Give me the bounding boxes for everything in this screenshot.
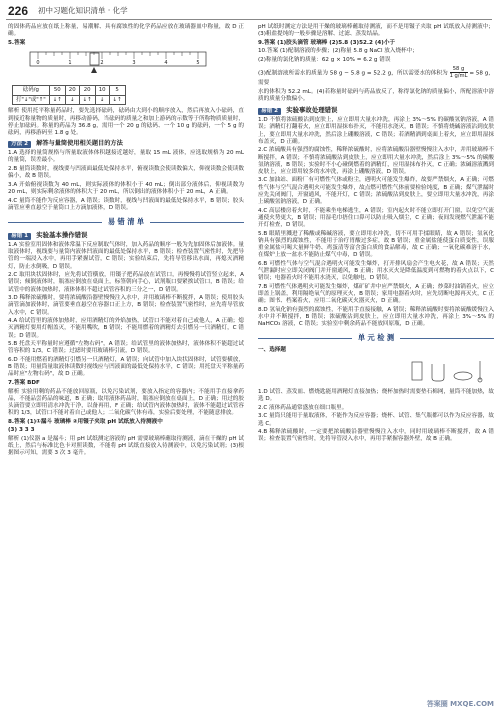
list-item: 6.D 不能用燃着的酒精灯引燃另一只酒精灯，A 错误；向试管中加入块状固体时，试管要横放，B 错误；用量筒量取液体读数时视线应与凹液面的最低处保持水平，C 错误；用托盘天平称量药品时应"左物右码"，故 D 正确。 — [8, 356, 244, 378]
weight-table — [12, 85, 126, 106]
list-item: 2.C 取用块状固体时，应先将试管横放，用镊子把药品放在试管口，再慢慢将试管竖立起来，A 错误；倾倒液体时，瓶塞应倒放在桌面上，标签朝向手心，试剂瓶口要紧挨试管口，B 错误；给试管中的液体加热时，液体体积不超过试管容积的三分之一，D 错误。 — [8, 272, 244, 293]
subsection-title: 一、选择题 — [258, 347, 286, 354]
list-item: 2.C 液体药品通常盛放在细口瓶里。 — [258, 404, 348, 411]
list-item: 1.D 试管、蒸发皿、燃烧匙能用酒精灯直接加热；烧杯加热时需要垫石棉网，量筒不能加热，故选 D。 — [258, 388, 494, 403]
list-item: 6.B 可燃性气体与空气混合遇明火可能发生爆炸，打开排风扇会产生电火花，故 A 错误；天然气泄漏时应立即关闭阀门并开窗通风，B 正确；用水灭火是降低温度到可燃物的着火点以下，C 错误；电器着火时不能用水浇灭，以免触电，D 错误。 — [258, 260, 494, 281]
ruler-tick: 2 — [100, 60, 104, 67]
page-number: 226 — [8, 4, 29, 18]
error-tag: 易错 1 — [8, 233, 31, 240]
table-cell: 20 — [79, 85, 95, 95]
paragraph: 的固体药品应放在纸上称量，易潮解、具有腐蚀性的化学药品应放在玻璃器皿中称量，故 D 正确。 — [8, 24, 244, 38]
ruler-tick: 0 — [36, 60, 40, 67]
fraction-denominator: 1 g/mL — [449, 73, 468, 80]
watermark: 答案圈 MXQE.COM — [426, 700, 494, 709]
explanation: 解析 使用托平称量药品时，要先选择砝码，砝码由大到小的顺序放入，然后再放入小砝码，直到接近称量物的质量时，再移动游码，当砝码的质量之和加上游码的示数等于所称物质质量时，停止加砝码。称量的药品为 36.8 g，需用一个 20 g 的砝码、一个 10 g 的砝码，一个 5 g 的砝码，再移游码至 1.8 g 处。 — [8, 108, 244, 136]
answer-8b: (3) 3 3 3 — [8, 427, 35, 434]
list-item: 7.B 可燃性气体遇明火可能发生爆炸，煤矿矿井中应严禁烟火，A 正确；炒菜时油锅着火，应立即盖上锅盖，利用隔绝氧气的原理灭火，B 错误；家用电器着火时，应先切断电源再灭火，C 正确；图书、档案着火，应用二氧化碳灭火器灭火，D 正确。 — [258, 283, 494, 304]
table-cell: 打"↓"或"↑" — [13, 95, 50, 105]
list-item: 2.C 浓硫酸具有强烈的腐蚀性，稀释浓硫酸时，应将浓硫酸沿器壁慢慢注入水中，并用玻璃棒不断搅拌，A 错误；不慎将浓硫酸沾到皮肤上，应立即用大量水冲洗，然后涂上 3%～5% 的碳酸氢钠溶液，B 错误；实验时不小心碰倒燃着的酒精灯，应用湿抹布扑灭，C 正确；浓碱溶液溅到皮肤上，应立即用较多的水冲洗，再涂上硼酸溶液，D 错误。 — [258, 147, 494, 175]
list-item: 4.C 量筒不能作为反应容器，A 错误；读数时，视线与凹液面的最低处保持水平，B 错误；胶头滴管应垂直悬空于量筒口上方滴加液体，D 错误。 — [8, 197, 244, 211]
error-heading — [8, 231, 244, 240]
lab-equipment-diagram — [408, 358, 494, 384]
section-banner — [258, 333, 494, 344]
paragraph: pH 试纸时测定方法是用干燥的玻璃棒蘸取待测液，而不是用镊子夹取 pH 试纸放入待测液中；(3)粗盐提纯的一般步骤是溶解、过滤、蒸发结晶。 — [258, 24, 494, 38]
left-column — [8, 24, 244, 459]
list-item: 3.C 加油站、面粉厂有可燃性气体或粉尘，遇明火可能发生爆炸，故要严禁烟火，A 正确；可燃性气体与空气混合遇明火可能发生爆炸，故点燃可燃性气体前要检验纯度，B 正确；煤气泄漏时应先关闭阀门，开窗通风，不能开灯，C 错误；浓硫酸沾到皮肤上，要立即用大量水冲洗，再涂上碳酸氢钠溶液，D 正确。 — [258, 177, 494, 205]
list-item: 5.B 托盘天平称量时应遵循"左物右码"，A 错误；给试管里的液体加热时，液体体积不能超过试管容积的 1/3，C 错误；过滤时要用玻璃棒引流，D 错误。 — [8, 341, 244, 355]
answer-7: 7.答案 BDF — [8, 379, 40, 386]
section-banner — [8, 217, 244, 228]
error-title: 实验事故处理错误 — [286, 106, 338, 115]
list-item: 3.A 开始俯视读数为 40 mL，则实际液体的体积小于 40 mL；倒出部分液体后，仰视读数为 20 mL，则实际剩余液体的体积大于 20 mL，所以倒出的液体体积小于 20 mL，A 正确。 — [8, 181, 244, 195]
paragraph: (2)称量的氯化钠的质量：62 g × 10% = 6.2 g 错误 — [258, 57, 391, 64]
section-title: 易 错 清 单 — [102, 217, 150, 226]
table-cell: 50 — [49, 85, 65, 95]
list-item: 4.B 稀释浓硫酸时，一定要把浓硫酸沿器壁慢慢注入水中，同时用玻璃棒不断搅拌，故 A 错误；检查装置气密性时，先将导管浸入水中，再用手紧握容器外壁，故 B 正确。 — [258, 429, 494, 443]
explanation: 解析 实验用剩的药品不能放回原瓶，以免污染试剂，要放入指定的容器内；不能用手直接拿药品，不能品尝药品的味道，B 正确；取用液体药品时，瓶塞应倒放在桌面上，D 正确；用过的胶头滴管要立即用清水冲洗干净，以备再用，F 正确；给试管内液体加热时，液体不能超过试管容积的 1/3，试管口不能对着自己或他人；二氧化碳气体有毒，实验后要处理，不能随意排放。 — [8, 388, 244, 417]
ruler-tick: 3 — [132, 60, 136, 67]
method-heading — [8, 140, 244, 148]
list-item: 1.D 不慎将浓硫酸沾到皮肤上，应立即用大量水冲洗，再涂上 3%～5% 的碳酸氢钠溶液，A 错误；酒精灯打翻着火，应立即用湿抹布扑灭，不能用水浇灭，B 错误；不慎将烧碱溶液沾到皮肤上，要立即用大量水冲洗，然后涂上硼酸溶液，C 错误；若酒精洒到桌面上着火，应立即用湿抹布盖灭，D 正确。 — [258, 117, 494, 145]
list-item: 3.C 量筒只能用于量取液体，不能作为反应容器；烧杯、试管、集气瓶都可以作为反应容器，故选 C。 — [258, 413, 494, 427]
table-cell: ↓↑ — [49, 95, 65, 105]
answer-5: 5.答案 — [8, 39, 26, 46]
table-cell: ↓↑ — [79, 95, 95, 105]
table-cell: 5 — [109, 85, 125, 95]
right-column — [258, 24, 494, 445]
method-title: 解答与量筒使用相关题目的方法 — [36, 140, 123, 148]
method-tag: 方法 2 — [8, 141, 31, 148]
list-item: 1.A 选择的量筒规格与所量取液体体积越接近越好，量取 15 mL 液体，应选取规格为 20 mL 的量筒，误差最小。 — [8, 150, 244, 164]
error-tag: 易错 2 — [258, 108, 281, 115]
paragraph — [258, 66, 494, 87]
paragraph: 10.答案 (1)配制溶液的步骤；(2)称量 5.8 g NaCl 放入烧杯中； — [258, 48, 418, 55]
arrow-icon — [91, 67, 97, 73]
table-cell: 20 — [65, 85, 79, 95]
header-rule — [6, 19, 492, 20]
answer-9: 9.答案 (1)胶头滴管 玻璃棒 (2)5.8 (3)52.2 (4)小于 — [258, 39, 396, 46]
explanation: 解析 (1)仪器 a 是漏斗；用 pH 试纸测定溶液的 pH 需要玻璃棒蘸取待测液，滴在干燥的 pH 试纸上，然后与标准比色卡对照读数，不能将 pH 试纸直接放入待测液中，以免污染试剂；(3)根据图示可知，需要 3 次 3 毫升。 — [8, 436, 244, 457]
text-span: (3)配制溶液所需水的质量为 58 g − 5.8 g = 52.2 g，所以需要水的体积为 — [258, 70, 448, 77]
page-header — [0, 0, 500, 20]
table-cell: 10 — [95, 85, 109, 95]
list-item: 3.D 稀释浓硫酸时，要将浓硫酸沿器壁慢慢注入水中，并用玻璃棒不断搅拌，A 错误；使用胶头滴管滴加液体时，滴管要垂直悬空在容器口正上方，B 错误；检查装置气密性时，应先将导管放入水中，C 错误。 — [8, 295, 244, 316]
list-item: 5.B 眼睛里溅进了稀酸或稀碱溶液，要立即用水冲洗，切不可用手揉眼睛，故 A 错误；氢氧化钠具有强烈的腐蚀性，不能用于治疗胃酸过多症，故 B 错误；重金属盐能使蛋白质变性，误服重金属盐可喝大量鲜牛奶、鸡蛋清等富含蛋白质的食品解毒，故 C 正确；一氧化碳难溶于水，在煤炉上放一盆水不能防止煤气中毒，D 错误。 — [258, 230, 494, 259]
book-title: 初中习题化知识清单 · 化学 — [38, 6, 128, 15]
section-title: 单 元 检 测 — [352, 333, 400, 342]
list-item: 2.B 量筒读数时，视线要与凹液面最低处保持水平，俯视读数会使读数偏大，仰视读数会使读数偏小，故 B 错误。 — [8, 166, 244, 180]
fraction — [450, 66, 468, 80]
table-cell: ↓ — [65, 95, 79, 105]
text-span: = 58 g，需要 — [258, 70, 495, 87]
ruler-tick: 4 — [164, 60, 168, 67]
error-title: 实验基本操作错误 — [36, 230, 88, 239]
ruler-tick: 5 — [196, 60, 200, 67]
error-heading — [258, 106, 494, 115]
list-item: 8.D 氢氧化钠有强烈的腐蚀性，不能用手直接接触，A 错误；稀释浓硫酸时要将浓硫酸缓慢注入水中并不断搅拌，B 错误；浓硫酸沾到皮肤上，应立即用大量水冲洗，再涂上 3%～5% 的 NaHCO₃ 溶液，C 错误；实验室中剩余药品不能放回原瓶，D 正确。 — [258, 306, 494, 327]
answer-8: 8.答案 (1)①漏斗 玻璃棒 ②用镊子夹取 pH 试纸放入待测液中 — [8, 418, 163, 425]
table-cell: 砝码/g — [13, 85, 50, 95]
ruler-tick: 1 — [68, 60, 72, 67]
paragraph: 水的体积为 52.2 mL。(4)若称量时砝码与药品放反了，称得氯化钠的质量偏小，所配溶液中溶质的质量分数偏小。 — [258, 88, 494, 102]
table-cell: ↓ — [95, 95, 109, 105]
fraction-numerator: 58 g — [450, 66, 468, 74]
list-item: 1.A 实验室用固体和液体常温下反应制取气体时，加入药品的顺序一般为先加固体后加液体。量取液体时，视线要与量筒内液体凹液面的最低处保持水平，B 错误；检查装置气密性时，先把导管的一端浸入水中，再用手紧握试管，C 错误；实验结束后，先将导管移出水面，再熄灭酒精灯，防止水倒吸，D 错误。 — [8, 242, 244, 270]
list-item: 4.A 给试管里的液体加热时，应用酒精灯的外焰加热，试管口不能对着自己或他人，A 正确；熄灭酒精灯要用灯帽盖灭，不能用嘴吹，B 错误；不能用燃着的酒精灯去引燃另一只酒精灯，C 错误；D 错误。 — [8, 318, 244, 339]
table-cell: ↓↑ — [109, 95, 125, 105]
ruler-diagram — [28, 50, 208, 76]
list-item: 4.C 高层楼房着火时，不能乘坐电梯逃生，A 错误；室内起火时不能立即打开门窗，以免空气流通使火势更大，B 错误；用湿毛巾捂住口鼻可以防止吸入烟尘，C 正确；夜间发现燃气泄漏不能开灯检查，D 错误。 — [258, 207, 494, 228]
